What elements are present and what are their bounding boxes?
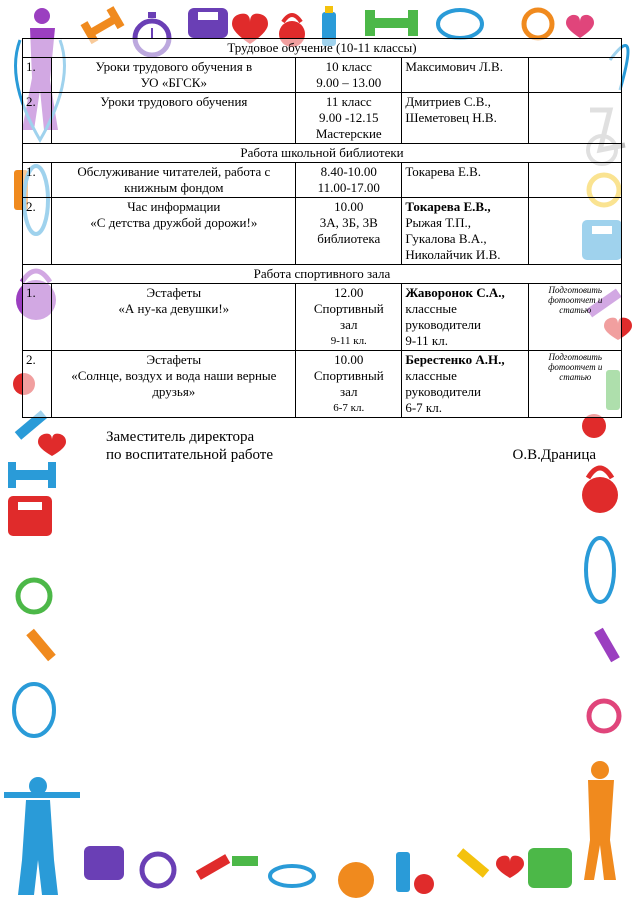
kettlebell-icon-2 <box>582 468 618 513</box>
event-line: «Солнце, воздух и вода наши верные <box>71 368 277 383</box>
time-cell <box>296 93 402 144</box>
time-line: 9.00 – 13.00 <box>316 75 382 90</box>
time-line: 11 класс <box>325 94 372 109</box>
time-line: зал <box>340 384 358 399</box>
time-cell <box>296 58 402 93</box>
time-line: Мастерские <box>315 126 382 141</box>
responsible-line: Токарева Е.В. <box>405 164 482 179</box>
jump-rope-icon-5 <box>14 684 54 736</box>
table-row <box>23 198 622 265</box>
dumbbell-icon-4 <box>594 628 620 662</box>
note-cell <box>529 93 622 144</box>
kettlebell-icon-4 <box>338 862 374 898</box>
responsible-line: 6-7 кл. <box>405 400 442 415</box>
responsible-line: руководители <box>405 317 481 332</box>
weightlifter-icon <box>4 777 80 895</box>
responsible-cell <box>402 284 529 351</box>
time-line: 8.40-10.00 <box>320 164 377 179</box>
note-cell <box>529 284 622 351</box>
time-line: 10 класс <box>325 59 372 74</box>
responsible-line: Шеметовец Н.В. <box>405 110 497 125</box>
heart-icon-2 <box>566 15 594 38</box>
signature-block <box>106 428 596 464</box>
jump-rope-icon-6 <box>270 866 314 886</box>
responsible-line: Рыжая Т.П., <box>405 215 472 230</box>
section-header-row <box>23 265 622 284</box>
heart-icon-4 <box>38 434 66 456</box>
row-number: 2. <box>23 93 52 144</box>
responsible-line: Николайчик И.В. <box>405 247 501 262</box>
responsible-lead: Жаворонок С.А., <box>405 285 505 300</box>
row-number: 1. <box>23 163 52 198</box>
responsible-cell <box>402 351 529 418</box>
responsible-line: руководители <box>405 384 481 399</box>
scale-icon <box>188 8 228 38</box>
section-header-row <box>23 39 622 58</box>
section-header-row <box>23 144 622 163</box>
time-grade: 9-11 кл. <box>330 335 367 347</box>
event-line: Уроки трудового обучения в <box>95 59 253 74</box>
time-line: 9.00 -12.15 <box>318 110 379 125</box>
apple-icon-3 <box>414 874 434 894</box>
responsible-lead: Токарева Е.В., <box>405 199 491 214</box>
time-line: 12.00 <box>334 285 364 300</box>
responsible-line: Максимович Л.В. <box>405 59 503 74</box>
table-row <box>23 93 622 144</box>
event-cell <box>52 198 296 265</box>
event-cell <box>52 163 296 198</box>
event-line: Час информации <box>127 199 221 214</box>
table-row <box>23 351 622 418</box>
scale-icon-5 <box>528 848 572 888</box>
scale-icon-3 <box>8 496 52 536</box>
responsible-line: Дмитриев С.В., <box>405 94 491 109</box>
dumbbell-icon-6 <box>8 462 56 488</box>
dumbbell-icon-8 <box>196 854 230 880</box>
table-row <box>23 58 622 93</box>
section-title: Работа спортивного зала <box>23 265 622 284</box>
table-row <box>23 284 622 351</box>
row-number: 1. <box>23 284 52 351</box>
event-line: Эстафеты <box>146 285 202 300</box>
time-line: библиотека <box>317 231 381 246</box>
signature-position-line2: по воспитательной работе <box>106 447 273 463</box>
event-line: УО «БГСК» <box>140 75 207 90</box>
event-line: друзья» <box>152 384 196 399</box>
note-cell <box>529 351 622 418</box>
row-number: 1. <box>23 58 52 93</box>
jump-rope-icon-3 <box>586 538 614 602</box>
section-title: Работа школьной библиотеки <box>23 144 622 163</box>
time-line: 10.00 <box>334 352 364 367</box>
time-cell <box>296 198 402 265</box>
events-table <box>22 38 622 418</box>
dumbbell-icon-9 <box>232 856 258 866</box>
time-line: Спортивный <box>313 301 384 316</box>
responsible-lead: Берестенко А.Н., <box>405 352 505 367</box>
time-line: 3А, 3Б, 3В <box>319 215 378 230</box>
row-number: 2. <box>23 351 52 418</box>
event-cell <box>52 93 296 144</box>
note-cell <box>529 163 622 198</box>
stopwatch-icon-4 <box>589 701 619 731</box>
time-cell <box>296 351 402 418</box>
event-cell <box>52 351 296 418</box>
time-cell <box>296 163 402 198</box>
responsible-cell <box>402 93 529 144</box>
athlete-orange-icon <box>584 761 616 880</box>
responsible-cell <box>402 163 529 198</box>
event-line: книжным фондом <box>124 180 224 195</box>
scale-icon-4 <box>84 846 124 880</box>
responsible-line: Гукалова В.А., <box>405 231 487 246</box>
responsible-line: 9-11 кл. <box>405 333 448 348</box>
note-text: Подготовить фотоотчет и статью <box>548 352 603 382</box>
stopwatch-icon-6 <box>142 854 174 886</box>
time-cell <box>296 284 402 351</box>
stopwatch-icon-2 <box>524 10 552 38</box>
note-cell <box>529 198 622 265</box>
time-line: Спортивный <box>313 368 384 383</box>
time-line: 11.00-17.00 <box>317 180 380 195</box>
stopwatch-icon-5 <box>18 580 50 612</box>
note-text: Подготовить фотоотчет и статью <box>548 285 603 315</box>
event-cell <box>52 58 296 93</box>
time-grade: 6-7 кл. <box>333 402 365 414</box>
time-line: зал <box>340 317 358 332</box>
table-row <box>23 163 622 198</box>
dumbbell-icon-2 <box>365 10 418 36</box>
event-line: Уроки трудового обучения <box>100 94 248 109</box>
jump-rope-icon <box>438 10 482 38</box>
note-cell <box>529 58 622 93</box>
responsible-cell <box>402 198 529 265</box>
row-number: 2. <box>23 198 52 265</box>
heart-icon-5 <box>496 856 524 878</box>
dumbbell-icon-10 <box>457 848 489 878</box>
event-line: Эстафеты <box>146 352 202 367</box>
event-line: «С детства дружбой дорожи!» <box>90 215 258 230</box>
responsible-line: классные <box>405 301 457 316</box>
section-title: Трудовое обучение (10-11 классы) <box>23 39 622 58</box>
dumbbell-icon-7 <box>26 629 56 661</box>
time-line: 10.00 <box>334 199 364 214</box>
signature-name: О.В.Драница <box>512 447 596 463</box>
responsible-cell <box>402 58 529 93</box>
event-cell <box>52 284 296 351</box>
event-line: Обслуживание читателей, работа с <box>77 164 271 179</box>
water-bottle-icon-4 <box>396 852 410 892</box>
signature-position-line1: Заместитель директора <box>106 429 255 445</box>
event-line: «А ну-ка девушки!» <box>118 301 230 316</box>
responsible-line: классные <box>405 368 457 383</box>
